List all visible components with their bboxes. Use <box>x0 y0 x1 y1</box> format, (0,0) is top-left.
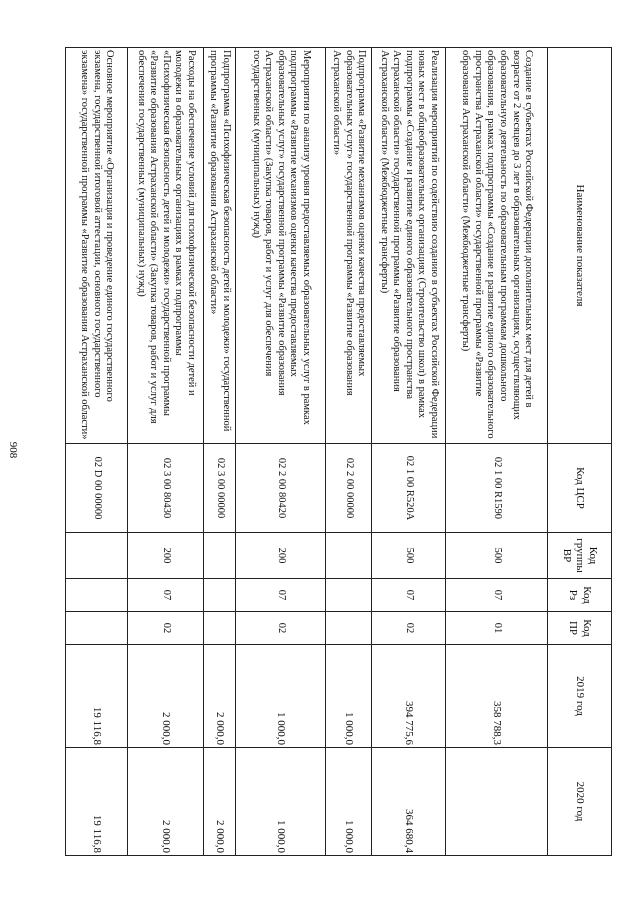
cell-pr <box>204 612 236 645</box>
cell-2019: 1 000,0 <box>326 645 372 748</box>
cell-pr <box>66 612 128 645</box>
cell-name: Мероприятия по анализу уровня предоставляемых образовательных услуг в рамках подпрограммы «Развитие механизмов оценки качества предоставляемых образовательных услуг» государственной программы «Развитие образования Астраханской области» (Закупка товаров, работ и услуг для обеспечения государственных (муниципальных) нужд) <box>236 48 326 444</box>
cell-name: Основное мероприятие «Организация и проведение единого государственного экзамена, государственной итоговой аттестации, основного государственного экзамена» государственной программы «Развитие образования Астраханской области» <box>66 48 128 444</box>
table-row <box>236 48 326 856</box>
table-row <box>128 48 204 856</box>
cell-rz: 07 <box>128 579 204 612</box>
cell-csr: 02 2 00 00000 <box>326 444 372 533</box>
table-row <box>372 48 446 856</box>
header-csr: Код ЦСР <box>548 444 612 533</box>
cell-pr: 02 <box>372 612 446 645</box>
table-row <box>326 48 372 856</box>
cell-name: Расходы на обеспечение условий для психофизической безопасности детей и молодежи в образовательных организациях в рамках подпрограммы «Психофизическая безопасность детей и молодежи» государственной программы «Развитие образования Астраханской области» (Закупка товаров, работ и услуг для обеспечения государственных (муниципальных) нужд) <box>128 48 204 444</box>
cell-2020: 2 000,0 <box>128 748 204 856</box>
cell-rz <box>204 579 236 612</box>
cell-2019: 19 116,8 <box>66 645 128 748</box>
cell-name: Подпрограмма «Развитие механизмов оценки качества предоставляемых образовательных услуг» государственной программы «Развитие образования Астраханской области» <box>326 48 372 444</box>
header-rz: Код Рз <box>548 579 612 612</box>
cell-2020: 19 116,8 <box>66 748 128 856</box>
table-row <box>204 48 236 856</box>
table-body <box>66 48 548 856</box>
cell-csr: 02 1 00 R520A <box>372 444 446 533</box>
cell-rz: 07 <box>446 579 548 612</box>
cell-vr <box>66 533 128 579</box>
cell-rz <box>66 579 128 612</box>
cell-csr: 02 3 00 80430 <box>128 444 204 533</box>
cell-pr: 02 <box>236 612 326 645</box>
cell-2020: 1 000,0 <box>326 748 372 856</box>
cell-2020: 2 000,0 <box>204 748 236 856</box>
cell-csr: 02 3 00 00000 <box>204 444 236 533</box>
cell-rz: 07 <box>236 579 326 612</box>
table-header <box>548 48 612 856</box>
cell-rz <box>326 579 372 612</box>
rotated-page-frame <box>79 47 612 855</box>
cell-name: Подпрограмма «Психофизическая безопасность детей и молодежи» государственной программы «Развитие образования Астраханской области» <box>204 48 236 444</box>
cell-vr <box>326 533 372 579</box>
header-2019: 2019 год <box>548 645 612 748</box>
cell-2019: 394 775,6 <box>372 645 446 748</box>
cell-name: Создание в субъектах Российской Федерации дополнительных мест для детей в возрасте от 2 месяцев до 3 лет в образовательных организациях, осуществляющих образовательную деятельность по образовательным программам дошкольного образования, в рамках подпрограммы «Создание и развитие единого образовательного пространства Астраханской области» государственной программы «Развитие образования Астраханской области» (Межбюджетные трансферты) <box>446 48 548 444</box>
cell-csr: 02 1 00 R1590 <box>446 444 548 533</box>
cell-2019: 1 000,0 <box>236 645 326 748</box>
cell-2019: 2 000,0 <box>128 645 204 748</box>
table-row <box>446 48 548 856</box>
cell-2019: 358 788,3 <box>446 645 548 748</box>
header-vr: Код группы ВР <box>548 533 612 579</box>
header-name: Наименование показателя <box>548 48 612 444</box>
cell-pr: 01 <box>446 612 548 645</box>
cell-pr: 02 <box>128 612 204 645</box>
table-row <box>66 48 128 856</box>
cell-rz: 07 <box>372 579 446 612</box>
page-number: 908 <box>7 441 19 459</box>
cell-2020: 364 680,4 <box>372 748 446 856</box>
cell-pr <box>326 612 372 645</box>
cell-2019: 2 000,0 <box>204 645 236 748</box>
cell-vr: 500 <box>372 533 446 579</box>
cell-vr: 200 <box>128 533 204 579</box>
budget-table-container <box>79 47 612 855</box>
header-pr: Код ПР <box>548 612 612 645</box>
cell-csr: 02 D 00 00000 <box>66 444 128 533</box>
cell-csr: 02 2 00 80420 <box>236 444 326 533</box>
header-2020: 2020 год <box>548 748 612 856</box>
cell-2020 <box>446 748 548 856</box>
cell-name: Реализация мероприятий по содействию созданию в субъектах Российской Федерации новых мест в общеобразовательных организациях (Строительство школ) в рамках подпрограммы «Создание и развитие единого образовательного пространства Астраханской области» государственной программы «Развитие образования Астраханской области» (Межбюджетные трансферты) <box>372 48 446 444</box>
cell-vr: 200 <box>236 533 326 579</box>
cell-vr <box>204 533 236 579</box>
cell-2020: 1 000,0 <box>236 748 326 856</box>
cell-vr: 500 <box>446 533 548 579</box>
budget-table <box>65 47 612 856</box>
